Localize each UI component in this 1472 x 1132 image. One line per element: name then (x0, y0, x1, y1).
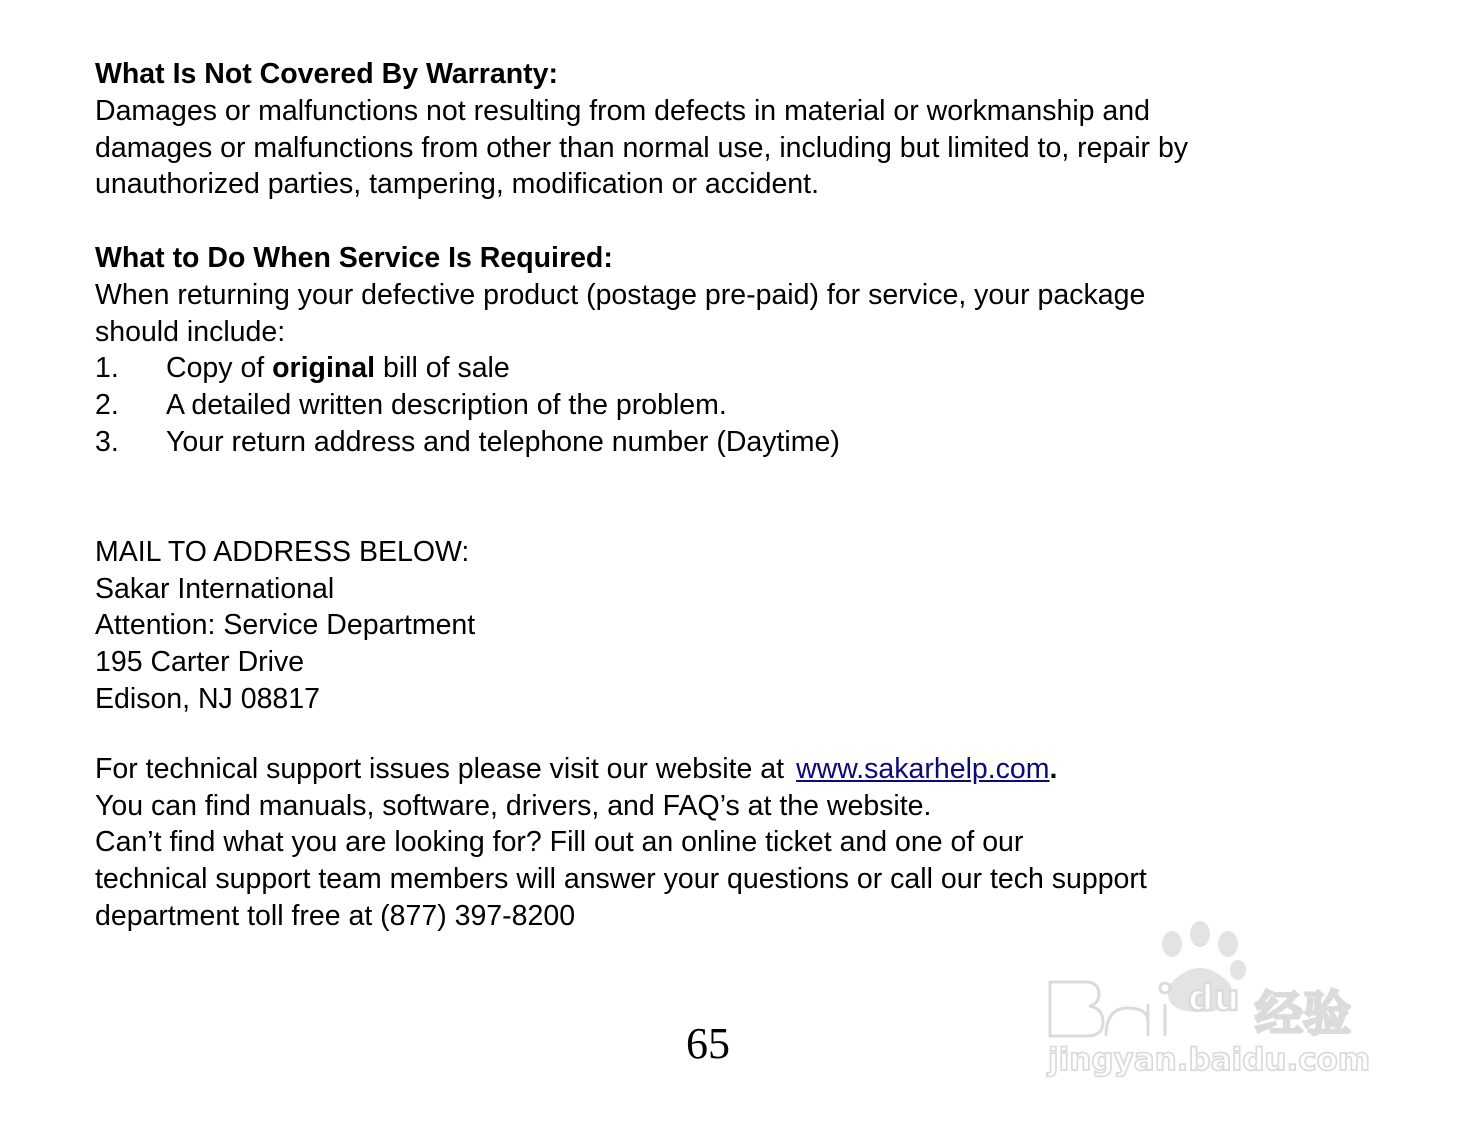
mail-attention: Attention: Service Department (95, 609, 476, 642)
support-line: department toll free at (877) 397-8200 (95, 899, 576, 932)
list-item (95, 350, 1395, 387)
list-number: 2. (95, 389, 119, 422)
list-text: A detailed written description of the problem. (166, 389, 727, 422)
paragraph-line: When returning your defective product (postage pre-paid) for service, your package (95, 278, 1146, 311)
svg-text:du: du (1188, 978, 1240, 1019)
spacer (95, 718, 1395, 751)
support-line: You can find manuals, software, drivers, and FAQ’s at the website. (95, 789, 932, 822)
support-period: . (1049, 752, 1058, 785)
support-line: Can’t find what you are looking for? Fill out an online ticket and one of our (95, 826, 1024, 859)
support-intro: For technical support issues please visit our website at (95, 752, 785, 785)
support-line: technical support team members will answer your questions or call our tech support (95, 863, 1147, 896)
support-intro-line (95, 751, 1395, 788)
mail-street: 195 Carter Drive (95, 646, 305, 679)
section-heading-service-required: What to Do When Service Is Required: (95, 241, 613, 274)
spacer (95, 461, 1395, 534)
list-text-emphasis: original (272, 352, 376, 385)
mail-label: MAIL TO ADDRESS BELOW: (95, 535, 470, 568)
paragraph-line: damages or malfunctions from other than normal use, including but limited to, repair by (95, 131, 1189, 164)
paragraph-line: should include: (95, 315, 286, 348)
list-text: Your return address and telephone number (Daytime) (166, 425, 840, 458)
list-number: 3. (95, 425, 119, 458)
mail-company: Sakar International (95, 572, 335, 605)
baidu-watermark-logo (1040, 912, 1385, 1082)
svg-text:经验: 经验 (1255, 986, 1352, 1042)
list-text-after: bill of sale (375, 352, 510, 385)
watermark-url: jingyan.baidu.com (1048, 1042, 1371, 1078)
spacer (95, 203, 1395, 240)
page-number: 65 (686, 1019, 730, 1068)
mail-city: Edison, NJ 08817 (95, 682, 320, 715)
list-item (95, 387, 1395, 424)
support-website-link[interactable]: www.sakarhelp.com (796, 752, 1050, 785)
list-text-before: Copy of (166, 352, 273, 385)
section-heading-not-covered: What Is Not Covered By Warranty: (95, 58, 558, 90)
list-text (166, 350, 510, 387)
list-number: 1. (95, 352, 119, 385)
document-page (95, 56, 1395, 935)
paragraph-line: unauthorized parties, tampering, modification or accident. (95, 168, 819, 201)
paragraph-line: Damages or malfunctions not resulting from defects in material or workmanship and (95, 94, 1150, 127)
list-item (95, 424, 1395, 461)
